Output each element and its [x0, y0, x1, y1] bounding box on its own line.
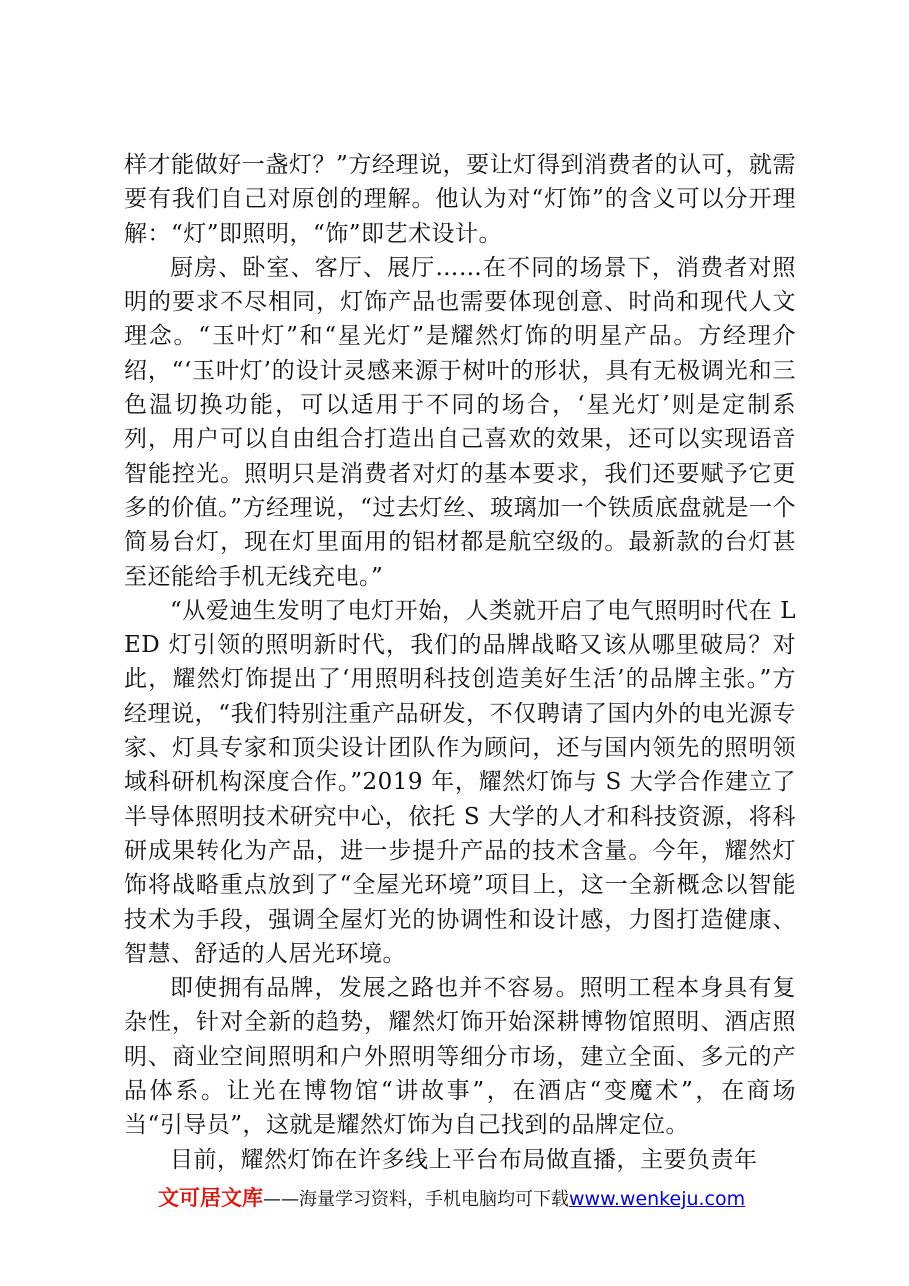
footer-banner	[158, 1184, 798, 1214]
paragraph: “从爱迪生发明了电灯开始，人类就开启了电气照明时代在 LED 灯引领的照明新时代，我们的品牌战略又该从哪里破局？对此，耀然灯饰提出了‘用照明科技创造美好生活’的品牌主张。”方经理说，“我们特别注重产品研发，不仅聘请了国内外的电光源专家、灯具专家和顶尖设计团队作为顾问，还与国内领先的照明领域科研机构深度合作。”2019 年，耀然灯饰与 S 大学合作建立了半导体照明技术研究中心，依托 S 大学的人才和科技资源，将科研成果转化为产品，进一步提升产品的技术含量。今年，耀然灯饰将战略重点放到了“全屋光环境”项目上，这一全新概念以智能技术为手段，强调全屋灯光的协调性和设计感，力图打造健康、智慧、舒适的人居光环境。	[124, 597, 796, 967]
paragraph: 目前，耀然灯饰在许多线上平台布局做直播，主要负责年	[170, 1146, 758, 1173]
body-text	[124, 148, 796, 1177]
footer-tagline: ——海量学习资料，手机电脑均可下载	[263, 1189, 569, 1210]
paragraph: 样才能做好一盏灯？”方经理说，要让灯得到消费者的认可，就需要有我们自己对原创的理解。他认为对“灯饰”的含义可以分开理解：“灯”即照明，“饰”即艺术设计。	[124, 152, 796, 247]
footer-website-link[interactable]: www.wenkeju.com	[569, 1188, 746, 1210]
paragraph: 厨房、卧室、客厅、展厅……在不同的场景下，消费者对照明的要求不尽相同，灯饰产品也需要体现创意、时尚和现代人文理念。“玉叶灯”和“星光灯”是耀然灯饰的明星产品。方经理介绍，“‘玉叶灯’的设计灵感来源于树叶的形状，具有无极调光和三色温切换功能，可以适用于不同的场合，‘星光灯’则是定制系列，用户可以自由组合打造出自己喜欢的效果，还可以实现语音智能控光。照明只是消费者对灯的基本要求，我们还要赋予它更多的价值。”方经理说，“过去灯丝、玻璃加一个铁质底盘就是一个简易台灯，现在灯里面用的铝材都是航空级的。最新款的台灯甚至还能给手机无线充电。”	[124, 254, 796, 590]
footer-brand: 文可居文库	[158, 1186, 263, 1210]
paragraph: 即使拥有品牌，发展之路也并不容易。照明工程本身具有复杂性，针对全新的趋势，耀然灯饰开始深耕博物馆照明、酒店照明、商业空间照明和户外照明等细分市场，建立全面、多元的产品体系。让光在博物馆“讲故事”，在酒店“变魔术”，在商场当“引导员”，这就是耀然灯饰为自己找到的品牌定位。	[124, 975, 796, 1139]
